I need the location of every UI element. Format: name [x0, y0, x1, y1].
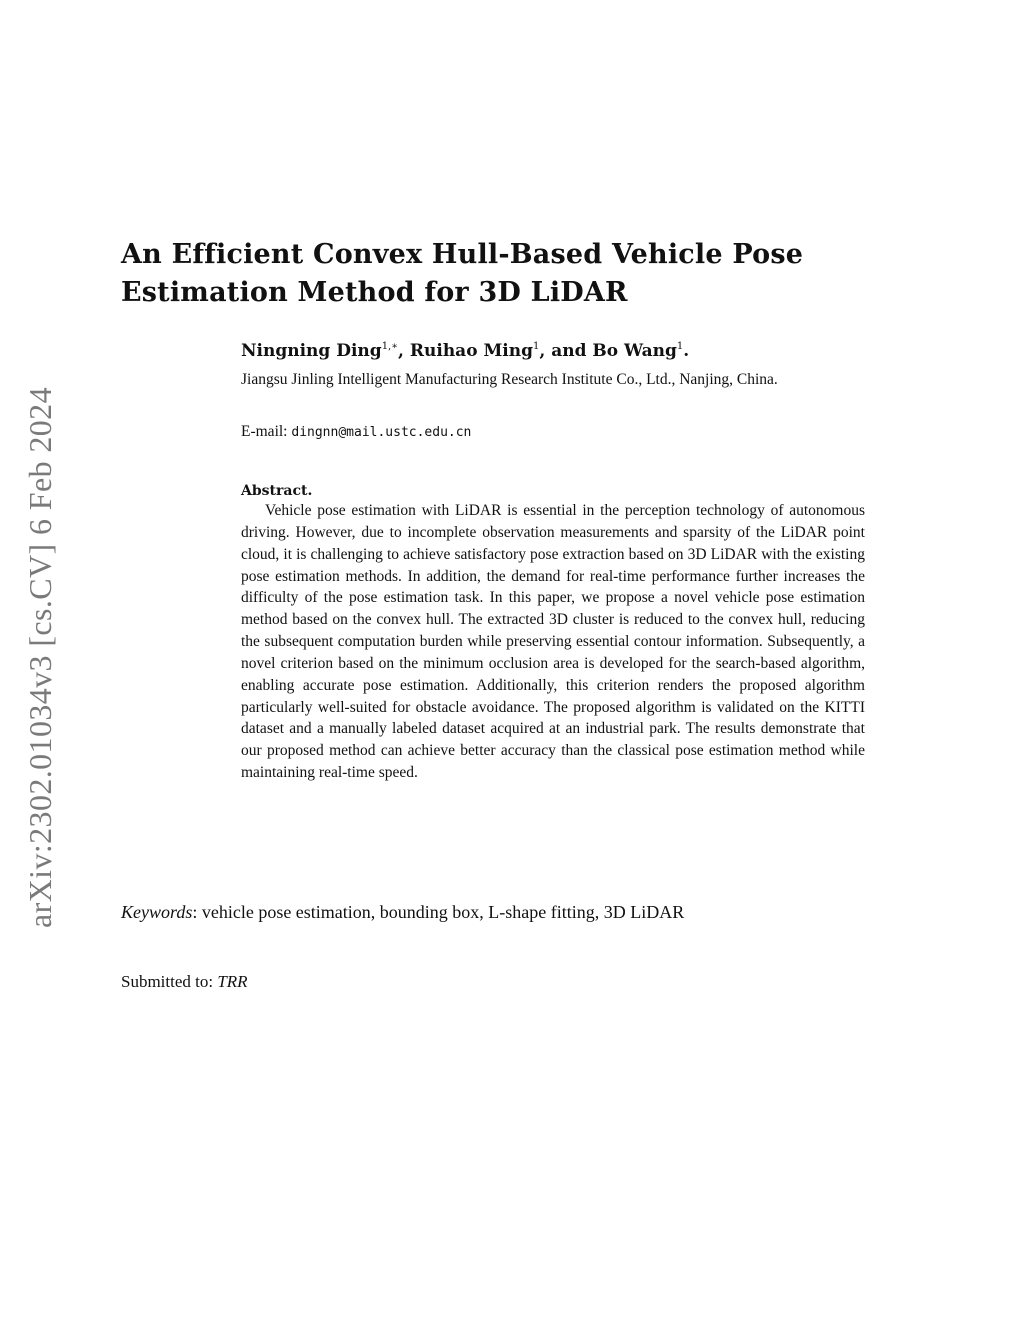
author-affiliation-mark: 1 [676, 341, 684, 352]
abstract-text: Vehicle pose estimation with LiDAR is essential in the perception technology of autonomous driving. However, due to incomplete observation measurements and sparsity of the LiDAR point cloud, it is challenging to achieve satisfactory pose extraction based on 3D LiDAR with the existing pose estimation methods. In addition, the demand for real-time performance further increases the difficulty of the pose estimation task. In this paper, we propose a novel vehicle pose estimation method based on the convex hull. The extracted 3D cluster is reduced to the convex hull, reducing the subsequent computation burden while preserving essential contour information. Subsequently, a novel criterion based on the minimum occlusion area is developed for the search-based algorithm, enabling accurate pose estimation. Additionally, this criterion renders the proposed algorithm particularly well-suited for obstacle avoidance. The proposed algorithm is validated on the KITTI dataset and a manually labeled dataset acquired at an industrial park. The results demonstrate that our proposed method can achieve better accuracy than the classical pose estimation method while maintaining real-time speed. [241, 502, 865, 782]
affiliation: Jiangsu Jinling Intelligent Manufacturing Research Institute Co., Ltd., Nanjing, China. [241, 371, 778, 388]
author-affiliation-mark: 1,∗ [381, 341, 399, 352]
submitted-label: Submitted to: [121, 972, 218, 991]
submitted-line [121, 970, 248, 994]
author-affiliation-mark: 1 [532, 341, 540, 352]
author-name: Ningning Ding [241, 341, 382, 361]
arxiv-identifier: arXiv:2302.01034v3 [cs.CV] 6 Feb 2024 [22, 387, 58, 928]
author-name: Bo Wang [592, 341, 677, 361]
keywords-list: : vehicle pose estimation, bounding box, L-shape fitting, 3D LiDAR [192, 902, 685, 922]
submitted-journal: TRR [217, 972, 248, 991]
arxiv-sidebar [18, 362, 62, 928]
keywords-label: Keywords [121, 902, 193, 922]
author-separator: . [683, 341, 690, 361]
author-name: Ruihao Ming [409, 341, 533, 361]
email-line [241, 421, 471, 444]
email-label: E-mail: [241, 423, 292, 440]
author-separator: , [398, 341, 410, 361]
paper-title: An Efficient Convex Hull-Based Vehicle Pose Estimation Method for 3D LiDAR [121, 239, 804, 308]
author-list [241, 339, 881, 363]
abstract-heading: Abstract. [241, 483, 313, 499]
keywords-line [121, 900, 881, 924]
author-separator: , and [539, 341, 593, 361]
email-address: dingnn@mail.ustc.edu.cn [291, 425, 472, 440]
